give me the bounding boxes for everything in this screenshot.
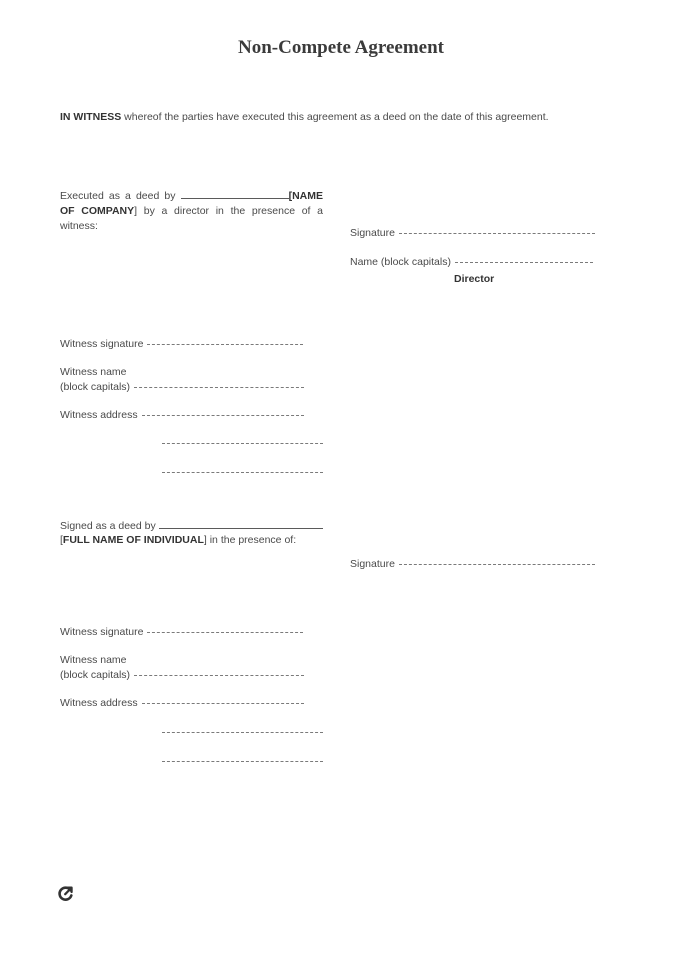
individual-witness-address-label: Witness address <box>60 697 138 709</box>
company-witness-address-label: Witness address <box>60 409 138 421</box>
individual-bracket-open: [ <box>60 534 63 546</box>
company-name-open: [NAME <box>288 190 323 202</box>
company-name-label: Name (block capitals) <box>350 256 451 268</box>
individual-witness-signature-label: Witness signature <box>60 626 144 638</box>
individual-witness-signature-line[interactable] <box>147 631 303 633</box>
witness-clause <box>60 110 549 125</box>
individual-signature-row[interactable] <box>350 557 595 572</box>
individual-witness-name-label-1: Witness name <box>60 654 127 666</box>
company-witness-name-line[interactable] <box>134 386 304 388</box>
company-witness-address-line-2[interactable] <box>162 443 323 444</box>
company-name-blank[interactable] <box>181 188 289 199</box>
individual-signature-label: Signature <box>350 558 395 570</box>
company-name-line[interactable] <box>455 261 593 263</box>
page-title: Non-Compete Agreement <box>238 37 444 58</box>
individual-witness-name-label-2: (block capitals) <box>60 669 131 681</box>
company-witness-name-row[interactable] <box>60 380 304 395</box>
individual-suffix: ] in the presence of: <box>203 534 297 546</box>
individual-witness-name-row[interactable] <box>60 668 304 683</box>
company-signature-row[interactable] <box>350 226 595 241</box>
document-logo-icon <box>57 885 74 902</box>
individual-witness-address-line-3[interactable] <box>162 761 323 762</box>
company-witness-signature-label: Witness signature <box>60 338 144 350</box>
individual-name-row <box>60 533 296 548</box>
company-witness-signature-line[interactable] <box>147 343 303 345</box>
company-name-close: OF COMPANY <box>60 205 135 217</box>
individual-witness-address-line-2[interactable] <box>162 732 323 733</box>
individual-signed-prefix: Signed as a deed by <box>60 520 159 532</box>
company-witness-address-line-3[interactable] <box>162 472 323 473</box>
company-witness-name-label-2: (block capitals) <box>60 381 131 393</box>
director-label: Director <box>454 273 495 285</box>
executed-prefix: Executed as a deed by <box>60 190 181 202</box>
company-execution-text <box>60 188 323 234</box>
individual-signature-line[interactable] <box>399 563 595 565</box>
witness-clause-bold: IN WITNESS <box>60 111 122 123</box>
company-execution-suffix: ] by a director in the presence of a witness: <box>60 205 323 232</box>
individual-witness-signature-row[interactable] <box>60 625 303 640</box>
individual-name-placeholder: FULL NAME OF INDIVIDUAL <box>62 534 204 546</box>
individual-witness-name-line[interactable] <box>134 674 304 676</box>
individual-witness-address-line-1[interactable] <box>142 702 304 704</box>
company-witness-address-row[interactable] <box>60 408 304 423</box>
company-witness-address-line-1[interactable] <box>142 414 304 416</box>
company-witness-signature-row[interactable] <box>60 337 303 352</box>
company-signature-line[interactable] <box>399 232 595 234</box>
company-witness-name-label-1: Witness name <box>60 366 127 378</box>
individual-name-blank[interactable] <box>159 518 323 529</box>
individual-witness-address-row[interactable] <box>60 696 304 711</box>
company-name-row[interactable] <box>350 255 593 270</box>
witness-clause-text: whereof the parties have executed this agreement as a deed on the date of this agreement. <box>121 111 549 123</box>
company-signature-label: Signature <box>350 227 395 239</box>
individual-signed-row <box>60 518 323 534</box>
